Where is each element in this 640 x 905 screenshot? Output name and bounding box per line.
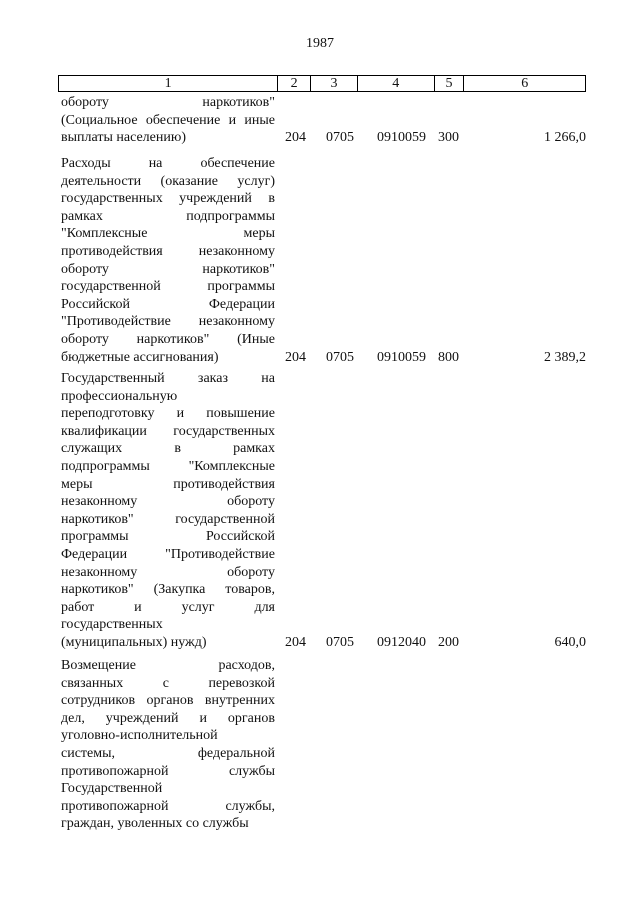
expense-type-code: 300 bbox=[438, 130, 459, 146]
description-line: (муниципальных) нужд) bbox=[61, 634, 207, 650]
row-description bbox=[61, 94, 275, 147]
column-header-1: 1 bbox=[59, 76, 278, 91]
column-header-6: 6 bbox=[521, 76, 529, 91]
description-line: рамках подпрограммы bbox=[61, 208, 275, 224]
description-line: государственных учреждений в bbox=[61, 191, 275, 207]
description-line: Возмещение расходов, bbox=[61, 658, 275, 673]
description-line: противопожарной службы bbox=[61, 763, 275, 779]
section-code: 204 bbox=[285, 635, 306, 650]
description-line: противодействия незаконному bbox=[61, 243, 275, 259]
description-line: работ и услуг для bbox=[61, 599, 275, 615]
column-header-4: 4 bbox=[358, 76, 435, 91]
column-header-5: 5 bbox=[435, 76, 465, 91]
description-line: незаконному обороту bbox=[61, 494, 275, 510]
description-line: переподготовку и повышение bbox=[61, 406, 275, 422]
section-code: 204 bbox=[285, 349, 306, 365]
table-row bbox=[58, 370, 586, 652]
expense-type-code: 200 bbox=[438, 635, 459, 650]
description-line: программы Российской bbox=[61, 529, 275, 545]
subsection-code: 0705 bbox=[326, 349, 354, 365]
description-line: "Противодействие незаконному bbox=[61, 314, 275, 330]
description-line: государственных bbox=[61, 617, 163, 633]
row-description bbox=[61, 155, 275, 366]
table-header bbox=[58, 75, 586, 92]
description-line: служащих в рамках bbox=[61, 441, 275, 457]
row-description bbox=[61, 370, 275, 652]
description-line: Расходы на обеспечение bbox=[61, 156, 275, 171]
description-line: выплаты населению) bbox=[61, 130, 186, 146]
description-line: связанных с перевозкой bbox=[61, 675, 275, 691]
description-line: уголовно-исполнительной bbox=[61, 728, 218, 744]
expense-type-code: 800 bbox=[438, 349, 459, 365]
table-row bbox=[58, 155, 586, 366]
description-line: обороту наркотиков" bbox=[61, 95, 275, 110]
table-row bbox=[58, 657, 586, 833]
description-line: меры противодействия bbox=[61, 476, 275, 492]
description-line: бюджетные ассигнования) bbox=[61, 349, 219, 365]
table-row bbox=[58, 94, 586, 147]
column-header-3: 3 bbox=[311, 76, 358, 91]
description-line: дел, учреждений и органов bbox=[61, 710, 275, 726]
section-code: 204 bbox=[285, 130, 306, 146]
column-header-2: 2 bbox=[278, 76, 311, 91]
target-article-code: 0912040 bbox=[377, 635, 426, 650]
description-line: деятельности (оказание услуг) bbox=[61, 173, 275, 189]
description-line: профессиональную bbox=[61, 388, 178, 404]
description-line: системы, федеральной bbox=[61, 745, 275, 761]
description-line: сотрудников органов внутренних bbox=[61, 693, 275, 709]
description-line: Государственной bbox=[61, 781, 163, 797]
description-line: (Социальное обеспечение и иные bbox=[61, 112, 275, 128]
description-line: Федерации "Противодействие bbox=[61, 546, 275, 562]
subsection-code: 0705 bbox=[326, 635, 354, 650]
subsection-code: 0705 bbox=[326, 130, 354, 146]
description-line: Государственный заказ на bbox=[61, 371, 275, 386]
description-line: обороту наркотиков" (Иные bbox=[61, 331, 275, 347]
description-line: наркотиков" (Закупка товаров, bbox=[61, 582, 275, 598]
description-line: наркотиков" государственной bbox=[61, 511, 275, 527]
description-line: "Комплексные меры bbox=[61, 226, 275, 242]
description-line: незаконному обороту bbox=[61, 564, 275, 580]
description-line: квалификации государственных bbox=[61, 423, 275, 439]
description-line: обороту наркотиков" bbox=[61, 261, 275, 277]
amount-value: 1 266,0 bbox=[544, 130, 586, 146]
description-line: Российской Федерации bbox=[61, 296, 275, 312]
target-article-code: 0910059 bbox=[377, 130, 426, 146]
page-number: 1987 bbox=[306, 36, 334, 51]
description-line: граждан, уволенных со службы bbox=[61, 816, 249, 832]
description-line: противопожарной службы, bbox=[61, 798, 275, 814]
description-line: государственной программы bbox=[61, 279, 275, 295]
row-description bbox=[61, 657, 275, 833]
amount-value: 640,0 bbox=[554, 635, 586, 650]
amount-value: 2 389,2 bbox=[544, 349, 586, 365]
target-article-code: 0910059 bbox=[377, 349, 426, 365]
description-line: подпрограммы "Комплексные bbox=[61, 458, 275, 474]
